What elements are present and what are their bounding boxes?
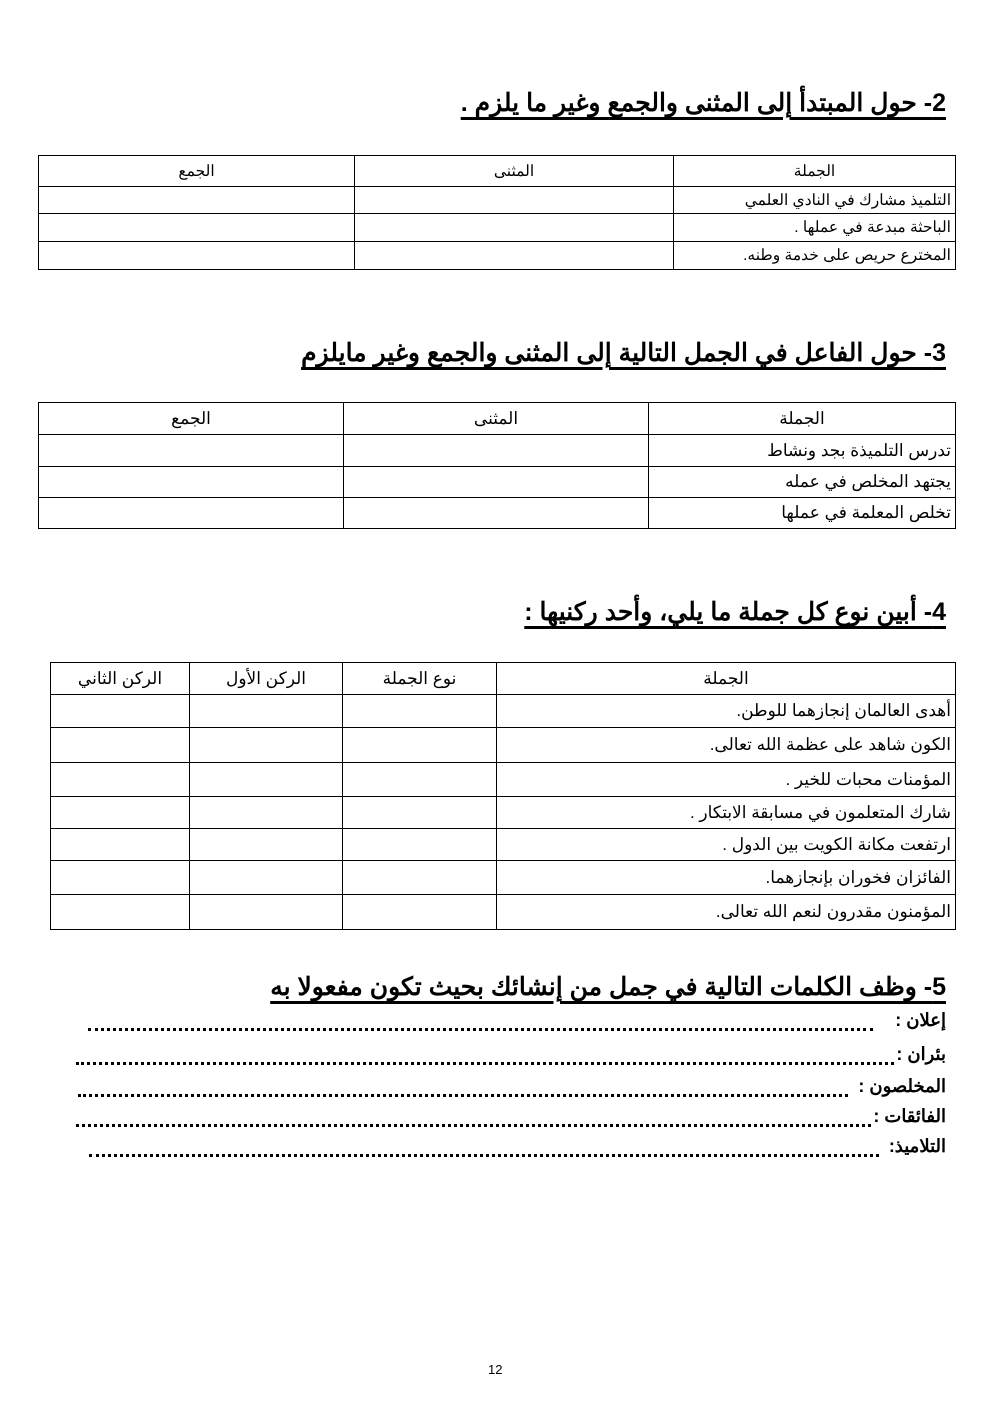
sentence-cell: شارك المتعلمون في مسابقة الابتكار . <box>497 797 956 829</box>
section-2-heading: 2- حول المبتدأ إلى المثنى والجمع وغير ما يلزم . <box>460 89 946 117</box>
section-3-table <box>38 402 956 529</box>
sentence-cell: يجتهد المخلص في عمله <box>649 467 956 498</box>
answer-cell[interactable] <box>190 763 343 797</box>
answer-cell[interactable] <box>51 895 190 930</box>
answer-cell[interactable] <box>39 498 344 529</box>
answer-cell[interactable] <box>51 728 190 763</box>
sentence-cell: المخترع حريص على خدمة وطنه. <box>674 242 956 270</box>
answer-cell[interactable] <box>343 797 497 829</box>
answer-cell[interactable] <box>51 829 190 861</box>
header-sentence: الجملة <box>649 403 956 435</box>
fill-line <box>88 1010 946 1031</box>
answer-cell[interactable] <box>51 695 190 728</box>
word-label: بئران : <box>896 1044 946 1064</box>
table-row <box>51 829 956 861</box>
page-number: 12 <box>488 1362 503 1377</box>
answer-blank[interactable] <box>88 1018 873 1031</box>
answer-cell[interactable] <box>343 763 497 797</box>
answer-blank[interactable] <box>78 1084 848 1097</box>
header-second-pillar: الركن الثاني <box>51 663 190 695</box>
header-plural: الجمع <box>39 156 355 187</box>
answer-blank[interactable] <box>76 1052 894 1065</box>
answer-cell[interactable] <box>39 435 344 467</box>
answer-cell[interactable] <box>343 728 497 763</box>
table-row <box>39 435 956 467</box>
header-sentence-type: نوع الجملة <box>343 663 497 695</box>
answer-cell[interactable] <box>39 187 355 214</box>
answer-cell[interactable] <box>51 861 190 895</box>
answer-cell[interactable] <box>190 829 343 861</box>
table-row <box>39 498 956 529</box>
sentence-cell: الفائزان فخوران بإنجازهما. <box>497 861 956 895</box>
table-row <box>51 861 956 895</box>
answer-cell[interactable] <box>190 861 343 895</box>
section-2-table <box>38 155 956 270</box>
section-5-heading: 5- وظف الكلمات التالية في جمل من إنشائك بحيث تكون مفعولا به <box>270 973 946 1001</box>
word-label: التلاميذ: <box>888 1136 946 1156</box>
fill-line <box>76 1044 946 1065</box>
header-sentence: الجملة <box>497 663 956 695</box>
table-row <box>39 187 956 214</box>
section-4-heading: 4- أبين نوع كل جملة ما يلي، وأحد ركنيها : <box>524 598 946 626</box>
table-row <box>39 214 956 242</box>
answer-cell[interactable] <box>355 242 674 270</box>
header-dual: المثنى <box>344 403 649 435</box>
header-first-pillar: الركن الأول <box>190 663 343 695</box>
table-row <box>51 695 956 728</box>
answer-cell[interactable] <box>39 467 344 498</box>
answer-cell[interactable] <box>343 895 497 930</box>
table-row <box>51 763 956 797</box>
word-label: المخلصون : <box>858 1076 946 1096</box>
answer-cell[interactable] <box>39 214 355 242</box>
header-sentence: الجملة <box>674 156 956 187</box>
answer-cell[interactable] <box>343 695 497 728</box>
header-plural: الجمع <box>39 403 344 435</box>
table-row <box>39 242 956 270</box>
answer-cell[interactable] <box>39 242 355 270</box>
sentence-cell: تخلص المعلمة في عملها <box>649 498 956 529</box>
answer-cell[interactable] <box>355 214 674 242</box>
fill-line <box>78 1076 946 1097</box>
answer-cell[interactable] <box>343 829 497 861</box>
answer-cell[interactable] <box>344 498 649 529</box>
table-row <box>51 797 956 829</box>
sentence-cell: تدرس التلميذة بجد ونشاط <box>649 435 956 467</box>
sentence-cell: التلميذ مشارك في النادي العلمي <box>674 187 956 214</box>
answer-blank[interactable] <box>89 1144 879 1157</box>
answer-cell[interactable] <box>190 695 343 728</box>
table-row <box>51 895 956 930</box>
fill-line <box>89 1136 946 1157</box>
sentence-cell: الباحثة مبدعة في عملها . <box>674 214 956 242</box>
fill-line <box>76 1106 946 1127</box>
sentence-cell: الكون شاهد على عظمة الله تعالى. <box>497 728 956 763</box>
answer-cell[interactable] <box>190 895 343 930</box>
answer-blank[interactable] <box>76 1114 871 1127</box>
sentence-cell: أهدى العالمان إنجازهما للوطن. <box>497 695 956 728</box>
answer-cell[interactable] <box>355 187 674 214</box>
section-3-heading: 3- حول الفاعل في الجمل التالية إلى المثنى والجمع وغير مايلزم <box>301 339 946 367</box>
word-label: إعلان : <box>895 1010 946 1030</box>
answer-cell[interactable] <box>190 797 343 829</box>
section-4-table <box>50 662 956 930</box>
sentence-cell: المؤمنات محبات للخير . <box>497 763 956 797</box>
header-dual: المثنى <box>355 156 674 187</box>
answer-cell[interactable] <box>343 861 497 895</box>
answer-cell[interactable] <box>344 467 649 498</box>
table-row <box>51 728 956 763</box>
answer-cell[interactable] <box>51 797 190 829</box>
sentence-cell: المؤمنون مقدرون لنعم الله تعالى. <box>497 895 956 930</box>
table-row <box>39 467 956 498</box>
word-label: الفائقات : <box>873 1106 946 1126</box>
sentence-cell: ارتفعت مكانة الكويت بين الدول . <box>497 829 956 861</box>
answer-cell[interactable] <box>344 435 649 467</box>
answer-cell[interactable] <box>190 728 343 763</box>
answer-cell[interactable] <box>51 763 190 797</box>
